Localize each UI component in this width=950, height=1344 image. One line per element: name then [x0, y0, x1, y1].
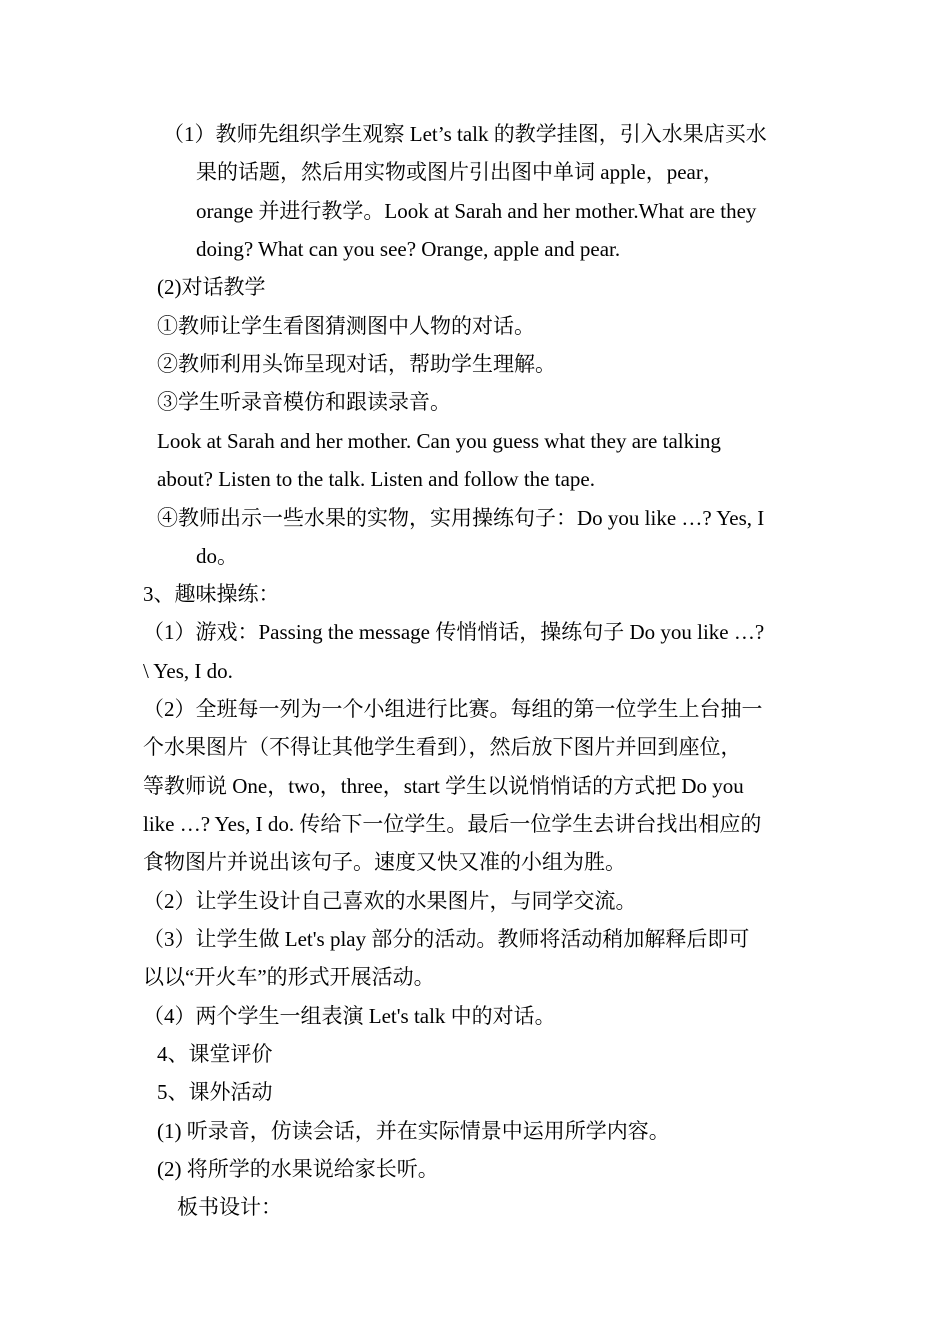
text-line: 等教师说 One，two，three，start 学生以说悄悄话的方式把 Do you	[143, 774, 744, 798]
text-line: Look at Sarah and her mother. Can you guess what they are talking	[157, 429, 721, 453]
text-line: 个水果图片（不得让其他学生看到），然后放下图片并回到座位，	[143, 735, 742, 759]
text-line: (1) 听录音，仿读会话，并在实际情景中运用所学内容。	[157, 1119, 670, 1143]
text-line: ①教师让学生看图猜测图中人物的对话。	[157, 314, 535, 338]
text-line: （2）全班每一列为一个小组进行比赛。每组的第一位学生上台抽一	[143, 697, 763, 721]
text-line: 以以“开火车”的形式开展活动。	[143, 965, 435, 989]
text-line: 果的话题，然后用实物或图片引出图中单词 apple，pear，	[196, 160, 724, 184]
section-heading: 板书设计：	[177, 1195, 282, 1219]
text-line: doing? What can you see? Orange, apple and pear.	[196, 237, 621, 261]
text-line: 食物图片并说出该句子。速度又快又准的小组为胜。	[143, 850, 626, 874]
section-heading: 3、趣味操练：	[143, 582, 280, 606]
text-line: （1）教师先组织学生观察 Let’s talk 的教学挂图，引入水果店买水	[163, 122, 767, 146]
text-line: do。	[196, 544, 238, 568]
section-heading: 4、课堂评价	[157, 1042, 273, 1066]
text-line: (2) 将所学的水果说给家长听。	[157, 1157, 439, 1181]
section-heading: 5、课外活动	[157, 1080, 273, 1104]
text-line: like …? Yes, I do. 传给下一位学生。最后一位学生去讲台找出相应的	[143, 812, 762, 836]
text-line: \ Yes, I do.	[143, 659, 233, 683]
text-line: ④教师出示一些水果的实物，实用操练句子：Do you like …? Yes, I	[157, 506, 765, 530]
text-line: orange 并进行教学。Look at Sarah and her mother.What are they	[196, 199, 757, 223]
text-line: （2）让学生设计自己喜欢的水果图片，与同学交流。	[143, 889, 637, 913]
text-line: （3）让学生做 Let's play 部分的活动。教师将活动稍加解释后即可	[143, 927, 750, 951]
text-line: ②教师利用头饰呈现对话，帮助学生理解。	[157, 352, 556, 376]
text-line: about? Listen to the talk. Listen and follow the tape.	[157, 467, 595, 491]
text-line: （1）游戏：Passing the message 传悄悄话，操练句子 Do you like …?	[143, 620, 765, 644]
text-line: （4）两个学生一组表演 Let's talk 中的对话。	[143, 1004, 556, 1028]
text-line: ③学生听录音模仿和跟读录音。	[157, 390, 451, 414]
section-heading: (2)对话教学	[157, 275, 266, 299]
